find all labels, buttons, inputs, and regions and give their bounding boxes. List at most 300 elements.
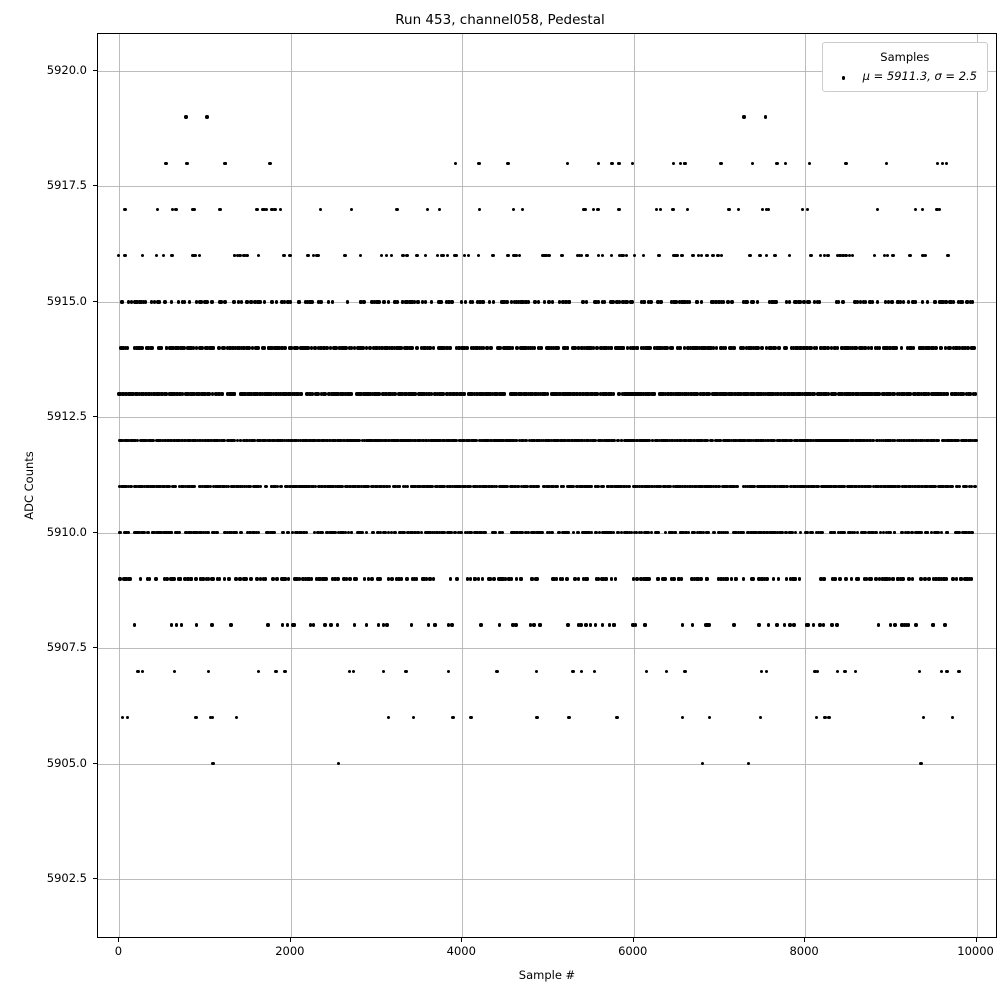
scatter-point (288, 254, 291, 257)
scatter-point (215, 531, 218, 534)
scatter-point (816, 670, 819, 673)
scatter-point (385, 254, 388, 257)
scatter-point (799, 531, 802, 534)
scatter-point (359, 254, 362, 257)
scatter-point (337, 762, 340, 765)
scatter-point (455, 254, 458, 257)
scatter-point (877, 623, 880, 626)
scatter-point (405, 577, 408, 580)
scatter-point (603, 300, 606, 303)
scatter-point (259, 485, 262, 488)
scatter-point (415, 346, 418, 349)
scatter-point (265, 208, 268, 211)
scatter-point (642, 254, 645, 257)
scatter-point (217, 346, 220, 349)
scatter-point (420, 531, 423, 534)
scatter-point (275, 577, 278, 580)
scatter-point (240, 300, 243, 303)
scatter-point (438, 208, 441, 211)
scatter-point (601, 254, 604, 257)
scatter-point (463, 254, 466, 257)
scatter-point (172, 577, 175, 580)
scatter-point (596, 208, 599, 211)
scatter-point (565, 577, 568, 580)
scatter-point (932, 623, 935, 626)
scatter-point (788, 300, 791, 303)
scatter-point (784, 162, 787, 165)
scatter-point (415, 254, 418, 257)
scatter-point (675, 254, 678, 257)
scatter-point (589, 623, 592, 626)
scatter-point (396, 300, 399, 303)
scatter-point (467, 254, 470, 257)
scatter-point (492, 300, 495, 303)
scatter-point (615, 716, 618, 719)
scatter-point (460, 300, 463, 303)
scatter-point (488, 300, 491, 303)
scatter-point (192, 208, 195, 211)
scatter-point (683, 670, 686, 673)
scatter-point (652, 392, 655, 395)
scatter-point (938, 208, 941, 211)
scatter-point (170, 531, 173, 534)
scatter-point (597, 162, 600, 165)
scatter-point (400, 577, 403, 580)
scatter-point (556, 346, 559, 349)
scatter-point (362, 300, 365, 303)
scatter-point (175, 623, 178, 626)
scatter-point (551, 531, 554, 534)
scatter-point (495, 670, 498, 673)
scatter-point (377, 623, 380, 626)
scatter-point (699, 577, 702, 580)
scatter-point (643, 300, 646, 303)
scatter-point (173, 485, 176, 488)
scatter-point (512, 208, 515, 211)
scatter-point (830, 623, 833, 626)
scatter-point (319, 300, 322, 303)
scatter-point (543, 300, 546, 303)
scatter-point (715, 346, 718, 349)
scatter-point (893, 531, 896, 534)
scatter-point (190, 577, 193, 580)
scatter-point (316, 254, 319, 257)
scatter-point (279, 485, 282, 488)
y-axis-tick-label: 5915.0 (46, 293, 87, 308)
scatter-point (521, 208, 524, 211)
scatter-point (874, 531, 877, 534)
scatter-point (590, 485, 593, 488)
scatter-point (834, 577, 837, 580)
scatter-point (950, 485, 953, 488)
scatter-point (617, 162, 620, 165)
scatter-point (532, 623, 535, 626)
scatter-point (282, 254, 285, 257)
x-axis-tick (290, 938, 291, 942)
scatter-point (223, 300, 226, 303)
scatter-point (160, 346, 163, 349)
scatter-point (482, 300, 485, 303)
scatter-point (722, 300, 725, 303)
scatter-point (807, 300, 810, 303)
scatter-point (923, 577, 926, 580)
scatter-point (934, 300, 937, 303)
scatter-point (772, 577, 775, 580)
scatter-point (471, 300, 474, 303)
scatter-point (737, 208, 740, 211)
scatter-point (952, 300, 955, 303)
scatter-point (283, 346, 286, 349)
scatter-point (249, 577, 252, 580)
scatter-point (263, 300, 266, 303)
scatter-point (841, 300, 844, 303)
scatter-point (270, 300, 273, 303)
scatter-point (432, 346, 435, 349)
scatter-point (510, 577, 513, 580)
scatter-point (951, 716, 954, 719)
scatter-point (498, 346, 501, 349)
scatter-point (287, 577, 290, 580)
scatter-point (614, 577, 617, 580)
scatter-point (794, 531, 797, 534)
x-axis-tick-label: 8000 (789, 944, 819, 958)
scatter-point (257, 531, 260, 534)
scatter-point (893, 623, 896, 626)
scatter-point (343, 254, 346, 257)
scatter-point (380, 254, 383, 257)
scatter-point (837, 300, 840, 303)
scatter-point (424, 300, 427, 303)
scatter-point (586, 577, 589, 580)
scatter-point (198, 254, 201, 257)
scatter-point (572, 531, 575, 534)
scatter-point (972, 346, 975, 349)
scatter-point (780, 531, 783, 534)
y-axis-tick (93, 70, 97, 71)
scatter-point (610, 162, 613, 165)
scatter-point (150, 346, 153, 349)
scatter-point (155, 254, 158, 257)
scatter-point (426, 208, 429, 211)
scatter-point (756, 346, 759, 349)
x-axis-label: Sample # (518, 968, 576, 982)
scatter-point (760, 670, 763, 673)
scatter-point (194, 577, 197, 580)
scatter-point (365, 531, 368, 534)
x-axis-tick (976, 938, 977, 942)
scatter-point (415, 577, 418, 580)
scatter-point (700, 300, 703, 303)
scatter-point (148, 577, 151, 580)
scatter-point (907, 300, 910, 303)
scatter-point (382, 670, 385, 673)
scatter-point (742, 531, 745, 534)
scatter-point (527, 300, 530, 303)
scatter-point (234, 531, 237, 534)
scatter-point (680, 577, 683, 580)
scatter-point (918, 670, 921, 673)
scatter-point (210, 300, 213, 303)
x-axis-tick-label: 6000 (618, 944, 648, 958)
scatter-point (730, 300, 733, 303)
scatter-point (705, 439, 708, 442)
scatter-point (886, 254, 889, 257)
scatter-point (363, 577, 366, 580)
scatter-point (733, 346, 736, 349)
scatter-point (501, 531, 504, 534)
scatter-point (822, 623, 825, 626)
scatter-point (537, 485, 540, 488)
scatter-point (909, 392, 912, 395)
scatter-point (593, 670, 596, 673)
scatter-point (275, 300, 278, 303)
scatter-point (585, 300, 588, 303)
scatter-point (945, 670, 948, 673)
scatter-point (258, 300, 261, 303)
scatter-point (184, 115, 187, 118)
scatter-point (273, 208, 276, 211)
scatter-point (691, 623, 694, 626)
scatter-point (726, 531, 729, 534)
scatter-point (922, 716, 925, 719)
scatter-point (788, 623, 791, 626)
scatter-point (566, 162, 569, 165)
scatter-point (608, 623, 611, 626)
scatter-point (970, 577, 973, 580)
scatter-point (636, 346, 639, 349)
scatter-point (561, 577, 564, 580)
scatter-point (218, 208, 221, 211)
scatter-point (477, 162, 480, 165)
scatter-point (507, 254, 510, 257)
scatter-point (659, 300, 662, 303)
scatter-point (123, 254, 126, 257)
scatter-point (484, 531, 487, 534)
scatter-point (382, 300, 385, 303)
scatter-point (229, 623, 232, 626)
scatter-point (158, 300, 161, 303)
scatter-point (686, 208, 689, 211)
scatter-point (644, 623, 647, 626)
scatter-point (405, 254, 408, 257)
scatter-point (211, 762, 214, 765)
scatter-point (233, 392, 236, 395)
scatter-point (371, 531, 374, 534)
scatter-point (827, 716, 830, 719)
scatter-point (540, 346, 543, 349)
scatter-point (537, 300, 540, 303)
scatter-point (424, 254, 427, 257)
y-axis-tick-label: 5907.5 (46, 640, 87, 655)
scatter-point (412, 716, 415, 719)
scatter-point (329, 623, 332, 626)
scatter-point (377, 300, 380, 303)
scatter-point (406, 485, 409, 488)
scatter-point (946, 531, 949, 534)
scatter-point (465, 346, 468, 349)
scatter-point (390, 577, 393, 580)
scatter-point (571, 670, 574, 673)
scatter-point (663, 577, 666, 580)
scatter-point (612, 392, 615, 395)
scatter-point (707, 531, 710, 534)
scatter-point (350, 531, 353, 534)
scatter-point (498, 623, 501, 626)
scatter-point (914, 208, 917, 211)
scatter-point (451, 716, 454, 719)
scatter-point (765, 670, 768, 673)
scatter-point (432, 577, 435, 580)
scatter-point (286, 623, 289, 626)
scatter-point (945, 162, 948, 165)
scatter-point (257, 670, 260, 673)
scatter-point (833, 531, 836, 534)
scatter-point (245, 254, 248, 257)
scatter-point (224, 162, 227, 165)
scatter-point (540, 531, 543, 534)
scatter-point (264, 577, 267, 580)
scatter-point (957, 670, 960, 673)
scatter-point (268, 162, 271, 165)
scatter-point (221, 392, 224, 395)
scatter-point (843, 531, 846, 534)
scatter-point (287, 531, 290, 534)
scatter-point (767, 623, 770, 626)
scatter-point (141, 670, 144, 673)
legend-entry (833, 68, 977, 85)
scatter-point (118, 531, 121, 534)
scatter-point (705, 577, 708, 580)
scatter-point (857, 577, 860, 580)
scatter-point (327, 300, 330, 303)
scatter-point (821, 531, 824, 534)
scatter-point (812, 623, 815, 626)
scatter-point (477, 577, 480, 580)
scatter-point (592, 208, 595, 211)
x-axis-tick (118, 938, 119, 942)
scatter-point (434, 623, 437, 626)
scatter-point (902, 300, 905, 303)
scatter-point (324, 577, 327, 580)
scatter-point (440, 300, 443, 303)
scatter-point (136, 670, 139, 673)
scatter-point (948, 346, 951, 349)
scatter-point (908, 254, 911, 257)
scatter-point (808, 162, 811, 165)
scatter-point (788, 254, 791, 257)
scatter-point (850, 577, 853, 580)
scatter-point (223, 577, 226, 580)
scatter-point (758, 254, 761, 257)
scatter-point (818, 300, 821, 303)
scatter-point (681, 254, 684, 257)
scatter-point (336, 623, 339, 626)
scatter-point (602, 485, 605, 488)
legend-entry-label: μ = 5911.3, σ = 2.5 (862, 68, 977, 83)
y-axis-tick-label: 5902.5 (46, 870, 87, 885)
scatter-point (156, 208, 159, 211)
scatter-point (183, 300, 186, 303)
scatter-point (194, 716, 197, 719)
scatter-point (387, 716, 390, 719)
scatter-point (481, 577, 484, 580)
scatter-point (133, 623, 136, 626)
scatter-point (655, 208, 658, 211)
scatter-point (712, 531, 715, 534)
scatter-point (622, 346, 625, 349)
scatter-point (281, 623, 284, 626)
legend (822, 42, 988, 92)
scatter-point (751, 300, 754, 303)
scatter-point (539, 623, 542, 626)
scatter-point (449, 346, 452, 349)
scatter-point (390, 254, 393, 257)
scatter-point (348, 577, 351, 580)
scatter-point (597, 254, 600, 257)
scatter-point (162, 254, 165, 257)
gridline-horizontal (98, 879, 996, 880)
scatter-point (126, 346, 129, 349)
legend-title: Samples (880, 50, 930, 64)
scatter-point (266, 623, 269, 626)
scatter-point (775, 162, 778, 165)
scatter-point (919, 531, 922, 534)
scatter-point (688, 300, 691, 303)
scatter-point (747, 762, 750, 765)
scatter-point (635, 577, 638, 580)
scatter-point (806, 208, 809, 211)
scatter-point (393, 531, 396, 534)
scatter-point (126, 716, 129, 719)
scatter-point (139, 577, 142, 580)
scatter-point (319, 208, 322, 211)
scatter-point (895, 346, 898, 349)
scatter-point (907, 623, 910, 626)
scatter-point (707, 623, 710, 626)
scatter-point (810, 531, 813, 534)
scatter-point (783, 623, 786, 626)
scatter-point (926, 300, 929, 303)
scatter-point (761, 208, 764, 211)
y-axis-tick-label: 5905.0 (46, 755, 87, 770)
scatter-point (310, 577, 313, 580)
scatter-point (211, 577, 214, 580)
scatter-point (535, 716, 538, 719)
scatter-point (427, 623, 430, 626)
scatter-point (477, 254, 480, 257)
scatter-point (767, 208, 770, 211)
scatter-point (584, 208, 587, 211)
scatter-point (921, 300, 924, 303)
scatter-point (633, 254, 636, 257)
scatter-point (551, 300, 554, 303)
scatter-point (180, 623, 183, 626)
scatter-point (844, 162, 847, 165)
legend-marker-dot-icon (833, 68, 855, 85)
scatter-point (974, 439, 977, 442)
scatter-point (914, 300, 917, 303)
scatter-point (844, 577, 847, 580)
scatter-point (127, 531, 130, 534)
scatter-point (121, 300, 124, 303)
scatter-point (193, 485, 196, 488)
scatter-point (205, 300, 208, 303)
scatter-point (567, 716, 570, 719)
scatter-point (331, 300, 334, 303)
scatter-point (378, 577, 381, 580)
scatter-point (306, 254, 309, 257)
scatter-point (566, 623, 569, 626)
